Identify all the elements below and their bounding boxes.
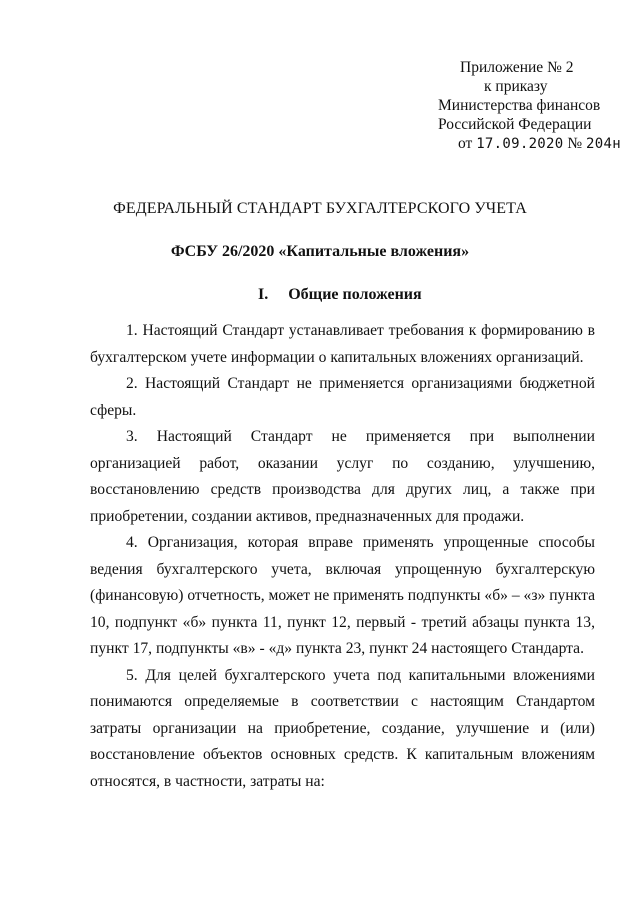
- section-number: I.: [258, 286, 269, 303]
- appendix-number-sign: №: [567, 135, 583, 152]
- paragraph-1: 1. Настоящий Стандарт устанавливает требования к формированию в бухгалтерском учете информации о капитальных вложениях организаций.: [90, 322, 595, 366]
- appendix-country: Российской Федерации: [438, 116, 592, 133]
- appendix-order-number: 204н: [586, 136, 621, 152]
- document-subtitle: ФСБУ 26/2020 «Капитальные вложения»: [170, 243, 470, 260]
- section-heading: [258, 286, 422, 304]
- appendix-date-line: [430, 134, 630, 154]
- document-title: ФЕДЕРАЛЬНЫЙ СТАНДАРТ БУХГАЛТЕРСКОГО УЧЕТА: [113, 200, 527, 217]
- paragraph-4: 4. Организация, которая вправе применять упрощенные способы ведения бухгалтерского учета, включая упрощенную бухгалтерскую (финансовую) отчетность, может не применять подпункты «б» – «з» пункта 10, подпункт «б» пункта 11, пункт 12, первый - третий абзацы пункта 13, пункт 17, подпункты «в» - «д» пункта 23, пункт 24 настоящего Стандарта.: [90, 534, 595, 657]
- appendix-to-order: к приказу: [484, 78, 548, 95]
- appendix-ministry: Министерства финансов: [438, 97, 601, 114]
- paragraph-2: 2. Настоящий Стандарт не применяется организациями бюджетной сферы.: [90, 375, 595, 419]
- section-title-text: Общие положения: [288, 286, 422, 303]
- document-body: [90, 318, 595, 795]
- appendix-header: [430, 58, 630, 154]
- appendix-date-prefix: от: [458, 135, 473, 152]
- paragraph-5: 5. Для целей бухгалтерского учета под капитальными вложениями понимаются определяемые в соответствии с настоящим Стандартом затраты организации на приобретение, создание, улучшение и (или) восстановление объектов основных средств. К капитальным вложениям относятся, в частности, затраты на:: [90, 666, 595, 790]
- appendix-number: Приложение № 2: [460, 59, 574, 76]
- appendix-date: 17.09.2020: [476, 136, 564, 152]
- paragraph-3: 3. Настоящий Стандарт не применяется при выполнении организацией работ, оказании услуг по созданию, улучшению, восстановлению средств производства для других лиц, а также при приобретении, создании активов, предназначенных для продажи.: [90, 428, 595, 525]
